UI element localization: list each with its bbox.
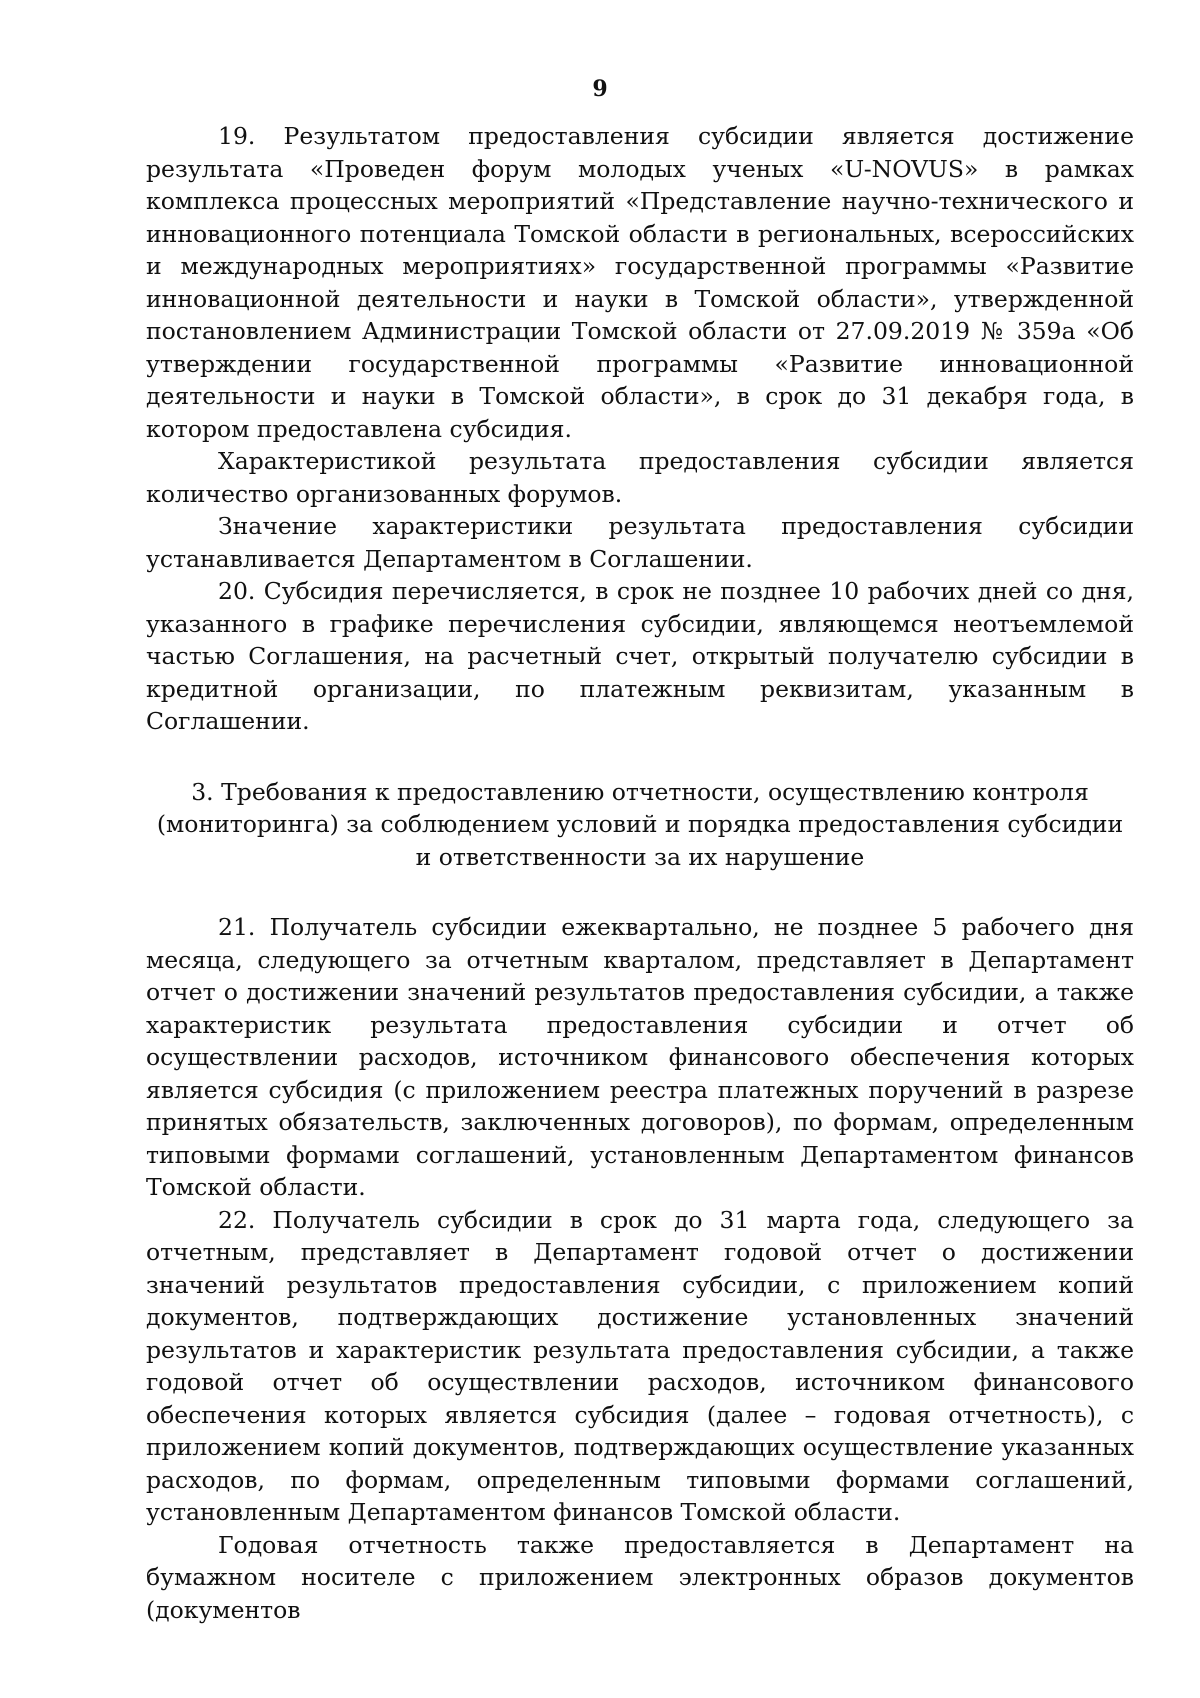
section-heading-line-1: 3. Требования к предоставлению отчетности, осуществлению контроля <box>191 777 1089 806</box>
paragraph-characteristic-value: Значение характеристики результата предоставления субсидии устанавливается Департаментом в Соглашении. <box>146 512 1134 573</box>
paragraph-19: 19. Результатом предоставления субсидии является достижение результата «Проведен форум молодых ученых «U-NOVUS» в рамках комплекса процессных мероприятий «Представление научно-технического и инновационного потенциала Томской области в региональных, всероссийских и международных мероприятиях» государственной программы «Развитие инновационной деятельности и науки в Томской области», утвержденной постановлением Администрации Томской области от 27.09.2019 № 359а «Об утверждении государственной программы «Развитие инновационной деятельности и науки в Томской области», в срок до 31 декабря года, в котором предоставлена субсидия. <box>146 122 1134 443</box>
paragraph-annual-reporting: Годовая отчетность также предоставляется в Департамент на бумажном носителе с приложением электронных образов документов (документов <box>146 1530 1134 1624</box>
page-number: 9 <box>592 76 608 102</box>
document-body <box>146 120 1134 1626</box>
paragraph-21: 21. Получатель субсидии ежеквартально, не позднее 5 рабочего дня месяца, следующего за отчетным кварталом, представляет в Департамент отчет о достижении значений результатов предоставления субсидии, а также характеристик результата предоставления субсидии и отчет об осуществлении расходов, источником финансового обеспечения которых является субсидия (с приложением реестра платежных поручений в разрезе принятых обязательств, заключенных договоров), по формам, определенным типовыми формами соглашений, установленным Департаментом финансов Томской области. <box>146 913 1134 1201</box>
paragraph-22: 22. Получатель субсидии в срок до 31 марта года, следующего за отчетным, представляет в Департамент годовой отчет о достижении значений результатов предоставления субсидии, с приложением копий документов, подтверждающих достижение установленных значений результатов и характеристик результата предоставления субсидии, а также годовой отчет об осуществлении расходов, источником финансового обеспечения которых является субсидия (далее – годовая отчетность), с приложением копий документов, подтверждающих осуществление указанных расходов, по формам, определенным типовыми формами соглашений, установленным Департаментом финансов Томской области. <box>146 1205 1134 1526</box>
paragraph-20: 20. Субсидия перечисляется, в срок не позднее 10 рабочих дней со дня, указанного в графике перечисления субсидии, являющемся неотъемлемой частью Соглашения, на расчетный счет, открытый получателю субсидии в кредитной организации, по платежным реквизитам, указанным в Соглашении. <box>146 577 1134 735</box>
section-heading-line-3: и ответственности за их нарушение <box>415 842 865 871</box>
paragraph-result-characteristic: Характеристикой результата предоставления субсидии является количество организованных форумов. <box>146 447 1134 508</box>
section-3-heading <box>146 776 1134 874</box>
section-heading-line-2: (мониторинга) за соблюдением условий и порядка предоставления субсидии <box>156 810 1124 838</box>
